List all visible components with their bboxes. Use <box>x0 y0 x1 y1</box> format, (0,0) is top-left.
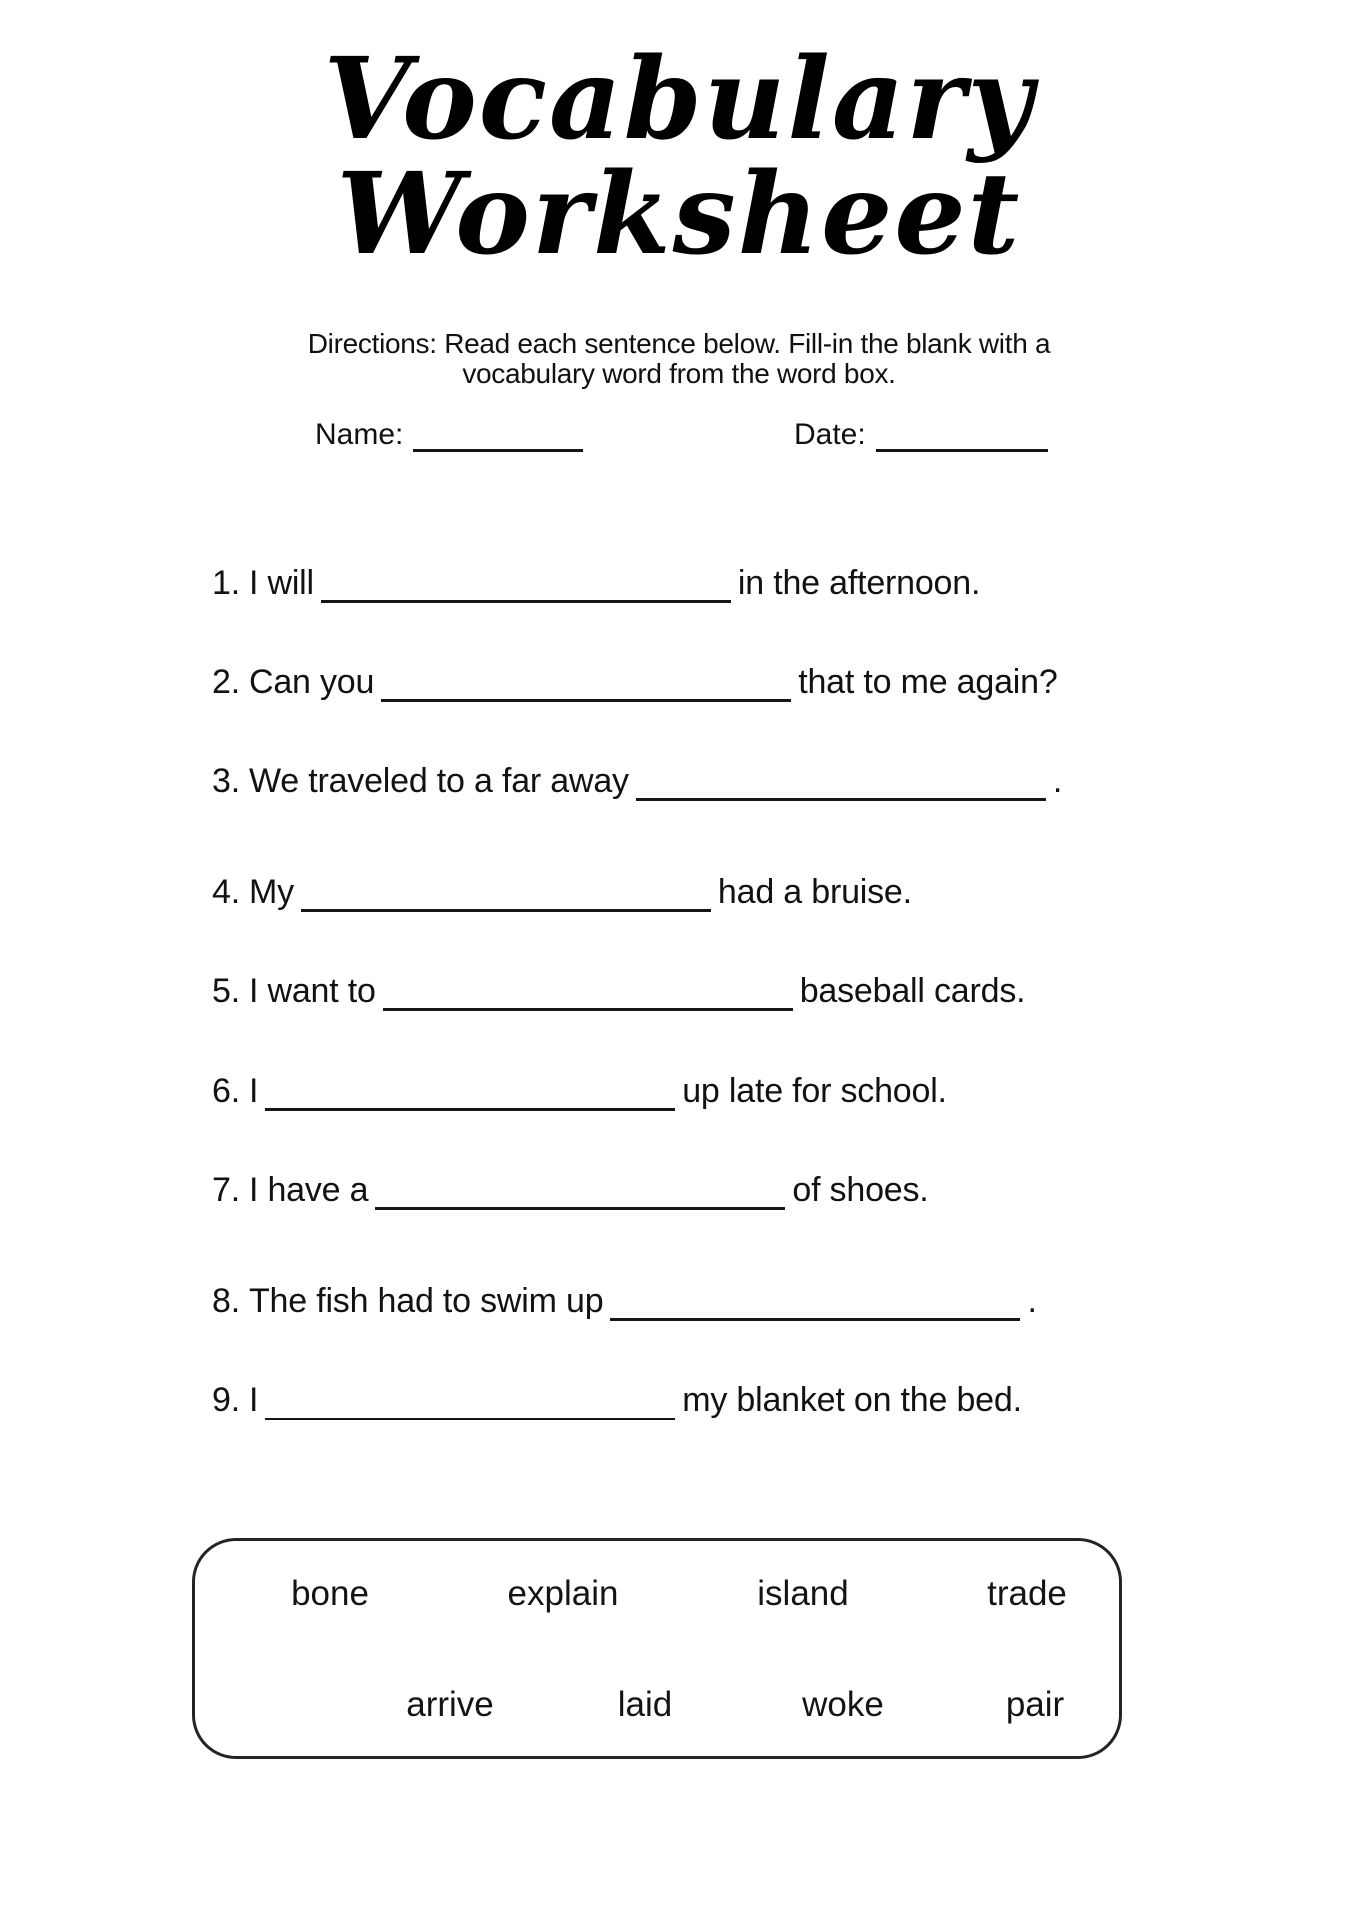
sentence-3-blank-line <box>636 764 1046 801</box>
name-label: Name: <box>315 418 404 451</box>
directions-line1: Directions: Read each sentence below. Fill-in the blank with a <box>307 328 1051 359</box>
sentence-8-after: . <box>1027 1281 1037 1320</box>
word-bank-word-pair: pair <box>1005 1685 1065 1724</box>
sentence-2-blank-line <box>381 665 791 702</box>
name-blank-line <box>413 419 583 452</box>
sentence-6-blank-line <box>265 1074 675 1111</box>
page-title-line1: Vocabulary <box>323 34 1035 165</box>
word-bank-word-woke: woke <box>802 1685 884 1724</box>
sentence-3 <box>212 761 1298 801</box>
sentence-4 <box>212 872 1298 912</box>
sentence-7-after: of shoes. <box>792 1170 929 1209</box>
sentence-9-number: 9. <box>212 1380 240 1419</box>
word-bank-word-island: island <box>757 1574 849 1613</box>
sentence-5-after: baseball cards. <box>799 972 1026 1011</box>
sentence-6-before: I <box>248 1071 259 1110</box>
sentence-list <box>212 563 1298 1479</box>
sentence-3-number: 3. <box>212 762 240 801</box>
sentence-9-after: my blanket on the bed. <box>682 1380 1022 1419</box>
sentence-6 <box>212 1071 1298 1111</box>
word-bank-word-explain: explain <box>507 1574 619 1613</box>
sentence-5 <box>212 971 1298 1011</box>
sentence-5-number: 5. <box>212 972 240 1011</box>
sentence-8-blank-line <box>610 1284 1020 1321</box>
page-title-line2: Worksheet <box>336 149 1022 281</box>
sentence-1-after: in the afternoon. <box>737 564 981 602</box>
sentence-3-before: We traveled to a far away <box>248 762 629 801</box>
sentence-9-before: I <box>248 1380 259 1419</box>
sentence-4-number: 4. <box>212 873 240 912</box>
word-bank-word-trade: trade <box>987 1574 1067 1613</box>
date-field <box>794 418 1048 452</box>
word-bank-word-arrive: arrive <box>406 1685 494 1724</box>
sentence-7 <box>212 1170 1298 1210</box>
sentence-2 <box>212 662 1298 702</box>
word-bank-word-laid: laid <box>617 1685 673 1724</box>
sentence-2-after: that to me again? <box>798 663 1058 702</box>
sentence-1-blank-line <box>321 566 731 603</box>
word-bank-word-bone: bone <box>291 1574 369 1613</box>
sentence-4-before: My <box>248 873 294 912</box>
sentence-1-before: I will <box>248 564 314 602</box>
sentence-4-after: had a bruise. <box>717 873 912 912</box>
sentence-6-number: 6. <box>212 1071 240 1110</box>
sentence-5-blank-line <box>383 974 793 1011</box>
directions-text <box>229 330 1129 390</box>
date-blank-line <box>876 419 1048 452</box>
sentence-9-blank-line <box>265 1384 675 1420</box>
sentence-1 <box>212 563 1298 603</box>
sentence-1-number: 1. <box>212 564 240 602</box>
sentence-8-before: The fish had to swim up <box>248 1281 604 1320</box>
sentence-5-before: I want to <box>248 972 376 1011</box>
sentence-8 <box>212 1281 1298 1321</box>
name-field <box>315 418 583 452</box>
sentence-7-number: 7. <box>212 1170 240 1209</box>
word-bank-box <box>192 1538 1122 1759</box>
sentence-9 <box>212 1380 1298 1420</box>
directions-line2: vocabulary word from the word box. <box>462 358 896 389</box>
sentence-7-before: I have a <box>248 1170 369 1209</box>
sentence-6-after: up late for school. <box>682 1071 947 1110</box>
sentence-2-before: Can you <box>248 663 375 702</box>
sentence-3-after: . <box>1052 762 1063 801</box>
sentence-7-blank-line <box>375 1173 785 1210</box>
sentence-4-blank-line <box>301 875 711 912</box>
page-title <box>0 34 1358 281</box>
sentence-8-number: 8. <box>212 1281 240 1320</box>
date-label: Date: <box>794 418 866 451</box>
sentence-2-number: 2. <box>212 663 240 702</box>
